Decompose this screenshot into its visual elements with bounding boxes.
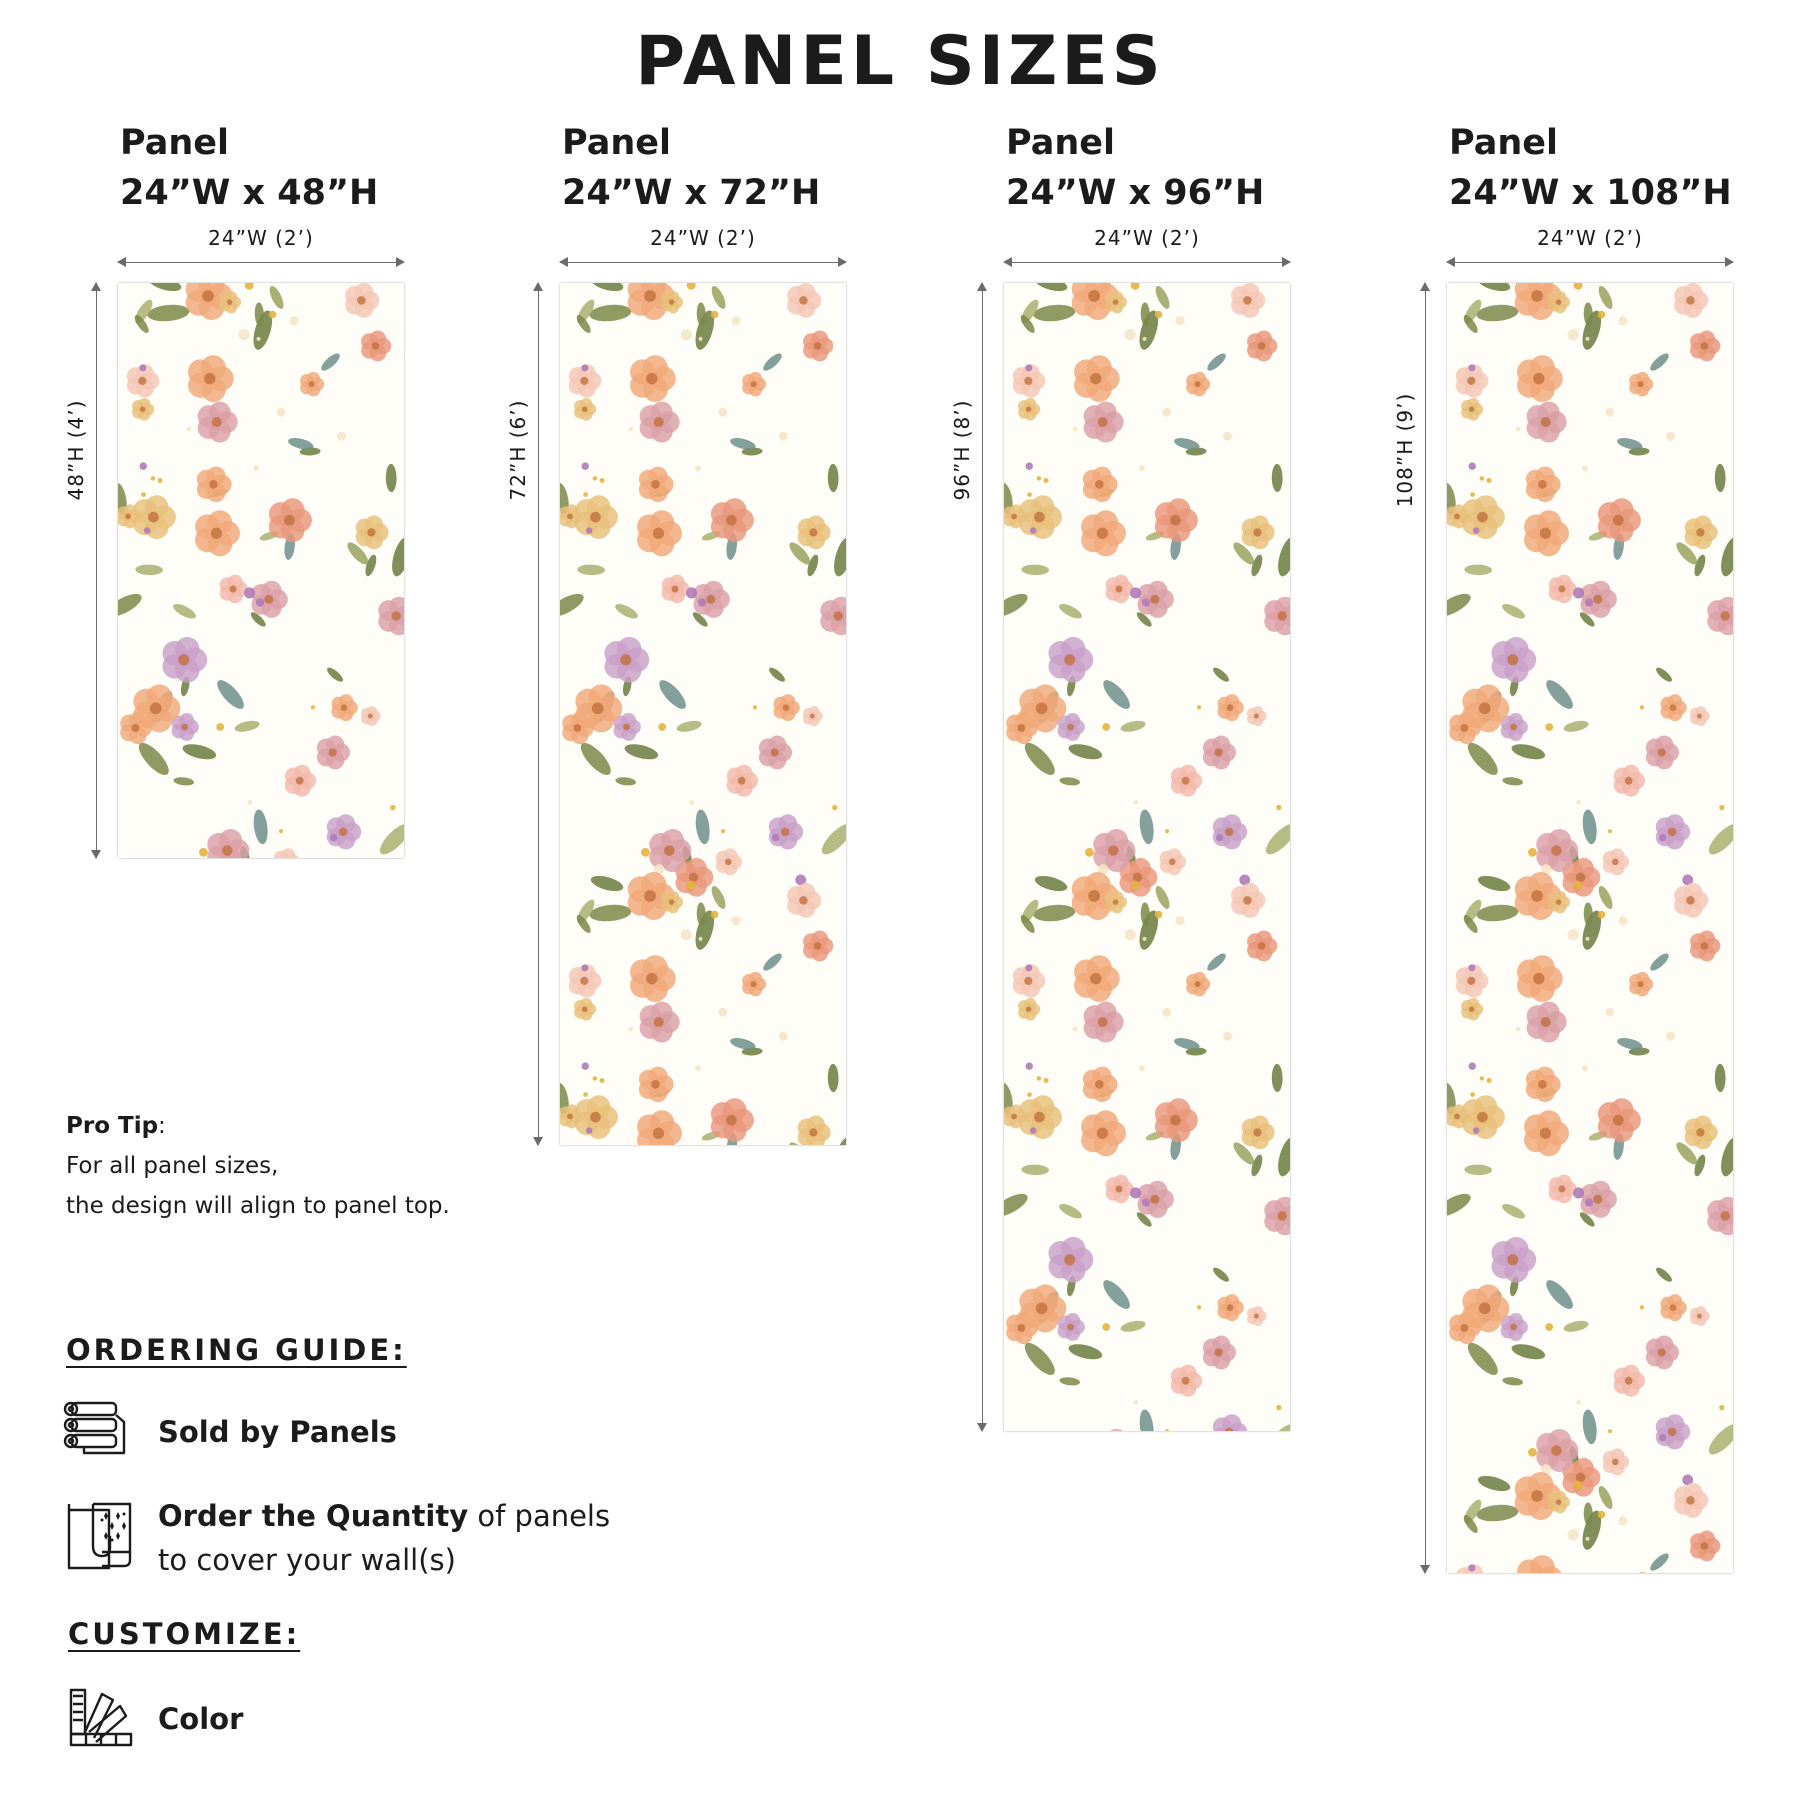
panel-1-heading-line2: 24”W x 48”H: [120, 173, 379, 213]
panel-4-heading-line2: 24”W x 108”H: [1449, 173, 1732, 213]
panel-2-heading-line1: Panel: [562, 123, 671, 163]
panel-1-heading-line1: Panel: [120, 123, 229, 163]
panel-1-heading: [120, 118, 378, 218]
rolls-icon: [62, 1400, 130, 1456]
order-quantity-rest: of panels: [468, 1499, 611, 1533]
panel-4-heading-line1: Panel: [1449, 123, 1558, 163]
floral-pattern-2: [560, 283, 846, 1145]
color-text: Color: [158, 1702, 244, 1736]
panel-2-heading-line2: 24”W x 72”H: [562, 173, 821, 213]
pro-tip-line1: For all panel sizes,: [66, 1153, 279, 1179]
panel-4-height-label: 108”H (9’): [1393, 392, 1417, 508]
page-title: PANEL SIZES: [635, 22, 1165, 101]
panel-3-preview: [1004, 283, 1290, 1431]
floral-pattern-3: [1004, 283, 1290, 1431]
order-quantity-line2: to cover your wall(s): [158, 1543, 456, 1577]
panel-4-height-arrow: [1425, 283, 1426, 1573]
pro-tip-line2: the design will align to panel top.: [66, 1193, 450, 1219]
floral-pattern-4: [1447, 283, 1733, 1573]
panel-4-width-arrow: [1447, 262, 1733, 263]
panel-3-heading-line1: Panel: [1006, 123, 1115, 163]
panel-1-width-arrow: [118, 262, 404, 263]
panel-2-preview: [560, 283, 846, 1145]
sold-by-panels-label: [158, 1410, 397, 1454]
pro-tip-colon: :: [158, 1113, 166, 1139]
pro-tip: [66, 1106, 546, 1226]
panel-2-height-label: 72”H (6’): [506, 399, 530, 501]
panel-1-height-label: 48”H (4’): [64, 399, 88, 501]
order-quantity-label: [158, 1494, 678, 1582]
panel-2-heading: [562, 118, 820, 218]
customize-title: CUSTOMIZE:: [68, 1617, 301, 1651]
panel-4-width-label: 24”W (2’): [1537, 226, 1643, 250]
panel-3-width-arrow: [1004, 262, 1290, 263]
color-swatch-icon: [68, 1686, 134, 1748]
pro-tip-label: Pro Tip: [66, 1113, 159, 1139]
panel-2-height-arrow: [538, 283, 539, 1145]
panel-2-width-arrow: [560, 262, 846, 263]
panel-4-heading: [1449, 118, 1732, 218]
panel-1-preview: [118, 283, 404, 858]
panel-3-width-label: 24”W (2’): [1094, 226, 1200, 250]
panel-3-height-label: 96”H (8’): [950, 399, 974, 501]
panel-3-heading-line2: 24”W x 96”H: [1006, 173, 1265, 213]
sold-by-panels-text: Sold by Panels: [158, 1415, 397, 1449]
order-quantity-bold: Order the Quantity: [158, 1499, 469, 1533]
floral-pattern-1: [118, 283, 404, 858]
color-label: [158, 1697, 243, 1741]
wallpaper-roll-icon: [66, 1500, 136, 1572]
ordering-guide-title: ORDERING GUIDE:: [66, 1333, 407, 1367]
panel-2-width-label: 24”W (2’): [650, 226, 756, 250]
panel-3-heading: [1006, 118, 1264, 218]
panel-1-height-arrow: [96, 283, 97, 858]
panel-1-width-label: 24”W (2’): [208, 226, 314, 250]
panel-4-preview: [1447, 283, 1733, 1573]
panel-3-height-arrow: [982, 283, 983, 1431]
